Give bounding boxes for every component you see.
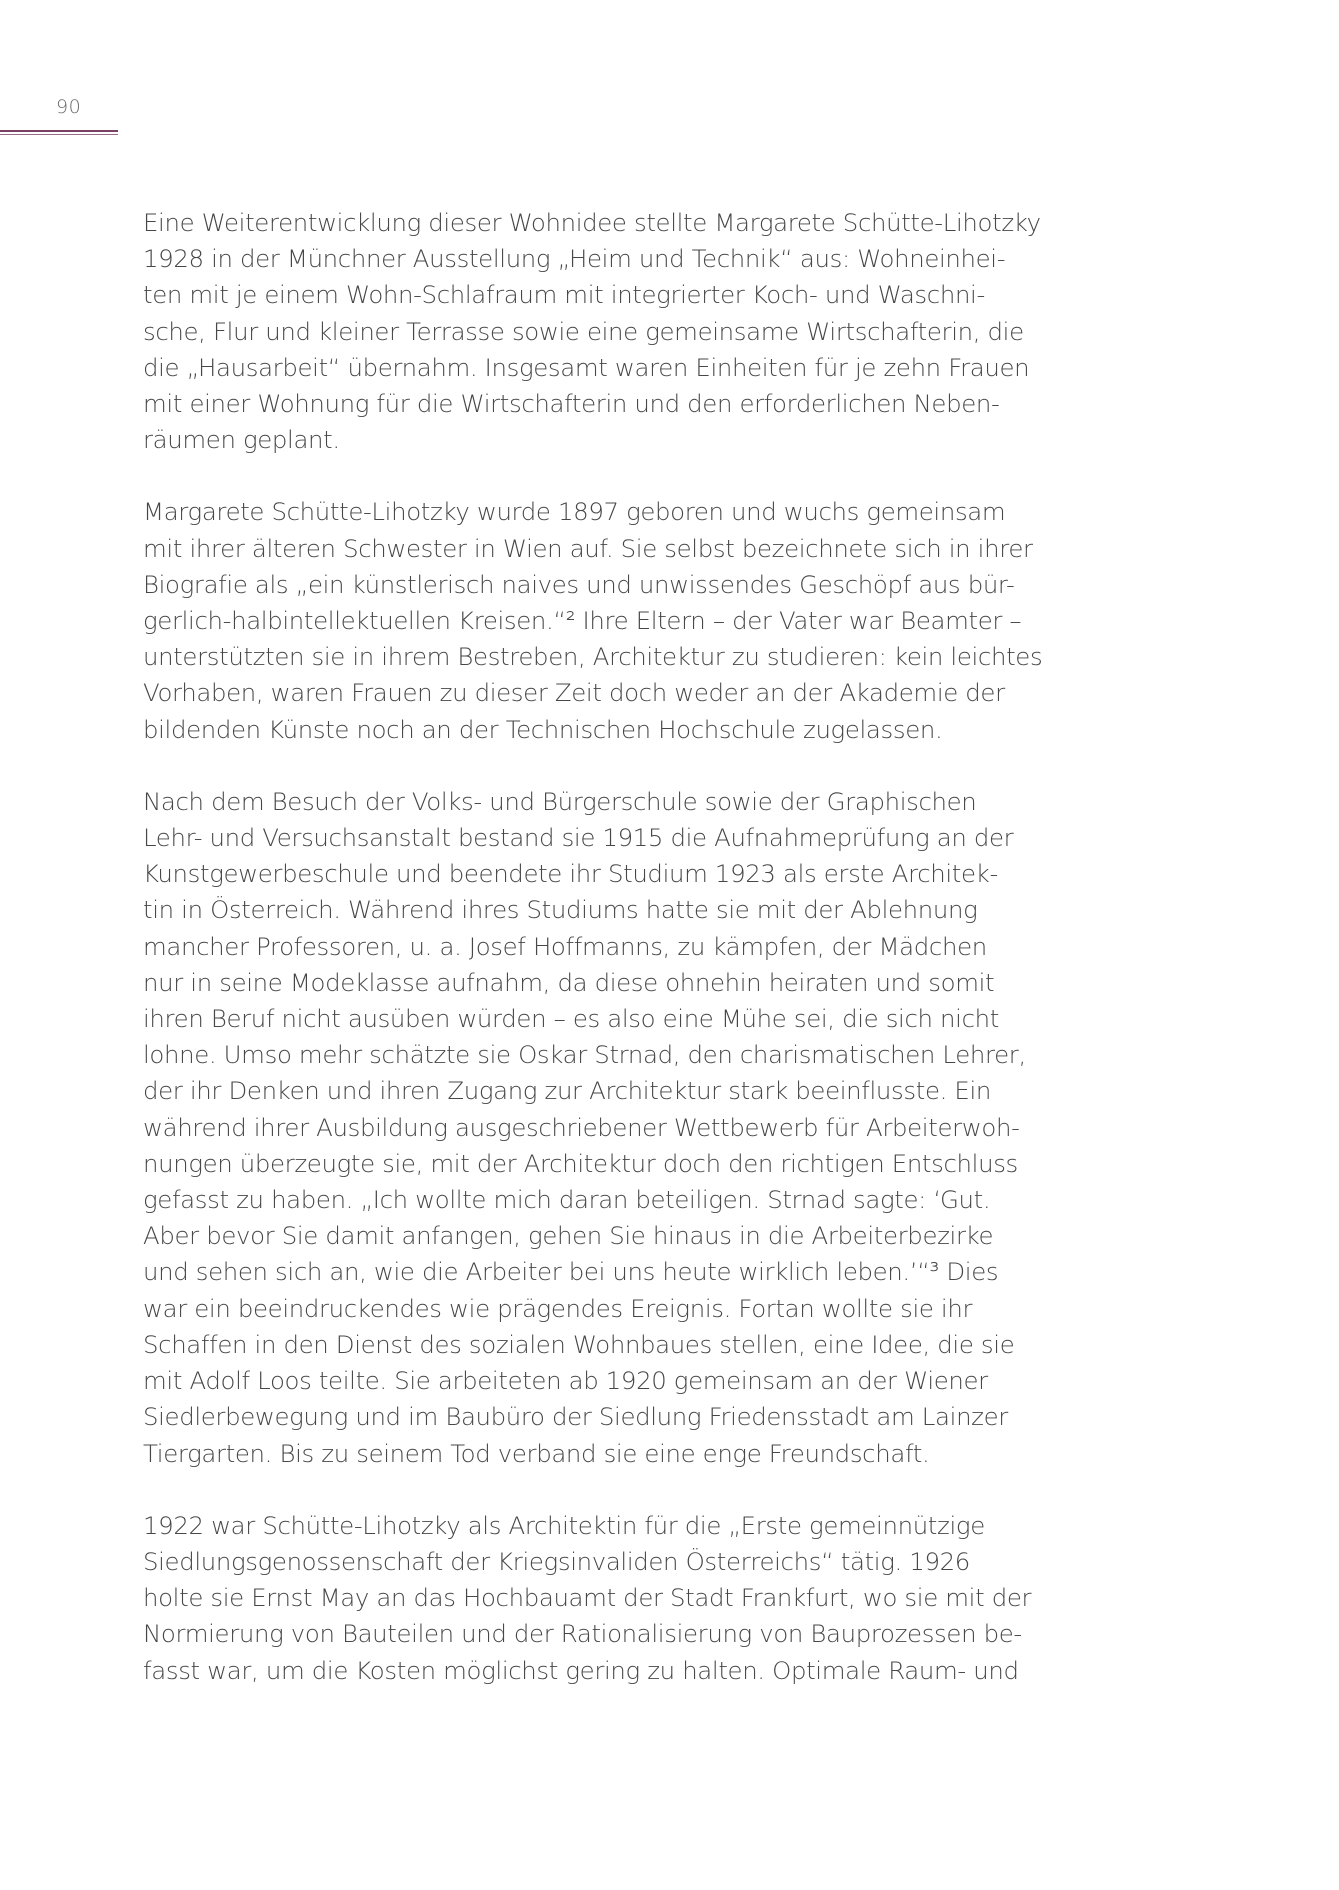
text-line: Normierung von Bauteilen und der Rationalisierung von Bauprozessen be- bbox=[143, 1619, 1022, 1649]
text-line: Eine Weiterentwicklung dieser Wohnidee stellte Margarete Schütte-Lihotzky bbox=[143, 208, 1041, 237]
text-line: ten mit je einem Wohn-Schlafraum mit integrierter Koch- und Waschni- bbox=[143, 280, 985, 310]
text-line: Schaffen in den Dienst des sozialen Wohnbaues stellen, eine Idee, die sie bbox=[143, 1329, 1015, 1359]
text-line: nungen überzeugte sie, mit der Architektur doch den richtigen Entschluss bbox=[143, 1148, 1018, 1178]
text-line: gerlich-halbintellektuellen Kreisen.“² Ihre Eltern – der Vater war Beamter – bbox=[143, 606, 1022, 636]
text-line: Aber bevor Sie damit anfangen, gehen Sie hinaus in die Arbeiterbezirke bbox=[143, 1221, 994, 1251]
page-header-rule bbox=[0, 130, 118, 136]
text-line: mit Adolf Loos teilte. Sie arbeiteten ab 1920 gemeinsam an der Wiener bbox=[143, 1366, 988, 1396]
text-line: Nach dem Besuch der Volks- und Bürgerschule sowie der Graphischen bbox=[143, 786, 977, 816]
text-line: bildenden Künste noch an der Technischen Hochschule zugelassen. bbox=[143, 714, 943, 744]
paragraph bbox=[143, 205, 1043, 458]
text-line: mit ihrer älteren Schwester in Wien auf. Sie selbst bezeichnete sich in ihrer bbox=[143, 533, 1033, 563]
text-line: war ein beeindruckendes wie prägendes Ereignis. Fortan wollte sie ihr bbox=[143, 1293, 973, 1323]
text-line: und sehen sich an, wie die Arbeiter bei uns heute wirklich leben.’“³ Dies bbox=[143, 1257, 999, 1287]
text-line: nur in seine Modeklasse aufnahm, da diese ohnehin heiraten und somit bbox=[143, 967, 995, 997]
text-line: unterstützten sie in ihrem Bestreben, Architektur zu studieren: kein leichtes bbox=[143, 642, 1043, 672]
text-line: tin in Österreich. Während ihres Studiums hatte sie mit der Ablehnung bbox=[143, 895, 978, 925]
text-line: Tiergarten. Bis zu seinem Tod verband sie eine enge Freundschaft. bbox=[143, 1438, 930, 1468]
text-line: Vorhaben, waren Frauen zu dieser Zeit doch weder an der Akademie der bbox=[143, 678, 1005, 708]
text-line: mancher Professoren, u. a. Josef Hoffmanns, zu kämpfen, der Mädchen bbox=[143, 931, 987, 961]
text-line: sche, Flur und kleiner Terrasse sowie eine gemeinsame Wirtschafterin, die bbox=[143, 316, 1024, 346]
text-line: gefasst zu haben. „Ich wollte mich daran beteiligen. Strnad sagte: ‘Gut. bbox=[143, 1185, 991, 1215]
paragraph bbox=[143, 1508, 1043, 1689]
page-number: 90 bbox=[56, 96, 82, 118]
text-line: 1922 war Schütte-Lihotzky als Architektin für die „Erste gemeinnützige bbox=[143, 1510, 985, 1540]
text-line: mit einer Wohnung für die Wirtschafterin und den erforderlichen Neben- bbox=[143, 389, 1000, 419]
text-line: Siedlerbewegung und im Baubüro der Siedlung Friedensstadt am Lainzer bbox=[143, 1402, 1008, 1432]
text-line: Kunstgewerbeschule und beendete ihr Studium 1923 als erste Architek- bbox=[143, 859, 998, 889]
text-line: Margarete Schütte-Lihotzky wurde 1897 geboren und wuchs gemeinsam bbox=[143, 497, 1006, 527]
text-line: Biografie als „ein künstlerisch naives und unwissendes Geschöpf aus bür- bbox=[143, 569, 1015, 599]
text-line: ihren Beruf nicht ausüben würden – es also eine Mühe sei, die sich nicht bbox=[143, 1004, 999, 1034]
body-text bbox=[143, 205, 1043, 1725]
header-rule-thin bbox=[0, 134, 118, 135]
text-line: fasst war, um die Kosten möglichst gering zu halten. Optimale Raum- und bbox=[143, 1655, 1019, 1685]
text-line: während ihrer Ausbildung ausgeschriebener Wettbewerb für Arbeiterwoh- bbox=[143, 1112, 1020, 1142]
text-line: Lehr- und Versuchsanstalt bestand sie 1915 die Aufnahmeprüfung an der bbox=[143, 823, 1014, 853]
text-line: der ihr Denken und ihren Zugang zur Architektur stark beeinflusste. Ein bbox=[143, 1076, 992, 1106]
header-rule-thick bbox=[0, 130, 118, 132]
paragraph bbox=[143, 784, 1043, 1472]
text-line: die „Hausarbeit“ übernahm. Insgesamt waren Einheiten für je zehn Frauen bbox=[143, 352, 1030, 382]
text-line: Siedlungsgenossenschaft der Kriegsinvaliden Österreichs“ tätig. 1926 bbox=[143, 1546, 970, 1576]
text-line: räumen geplant. bbox=[143, 425, 340, 455]
paragraph bbox=[143, 494, 1043, 747]
text-line: 1928 in der Münchner Ausstellung „Heim und Technik“ aus: Wohneinhei- bbox=[143, 244, 1006, 274]
text-line: holte sie Ernst May an das Hochbauamt der Stadt Frankfurt, wo sie mit der bbox=[143, 1583, 1032, 1613]
text-line: lohne. Umso mehr schätzte sie Oskar Strnad, den charismatischen Lehrer, bbox=[143, 1040, 1026, 1070]
